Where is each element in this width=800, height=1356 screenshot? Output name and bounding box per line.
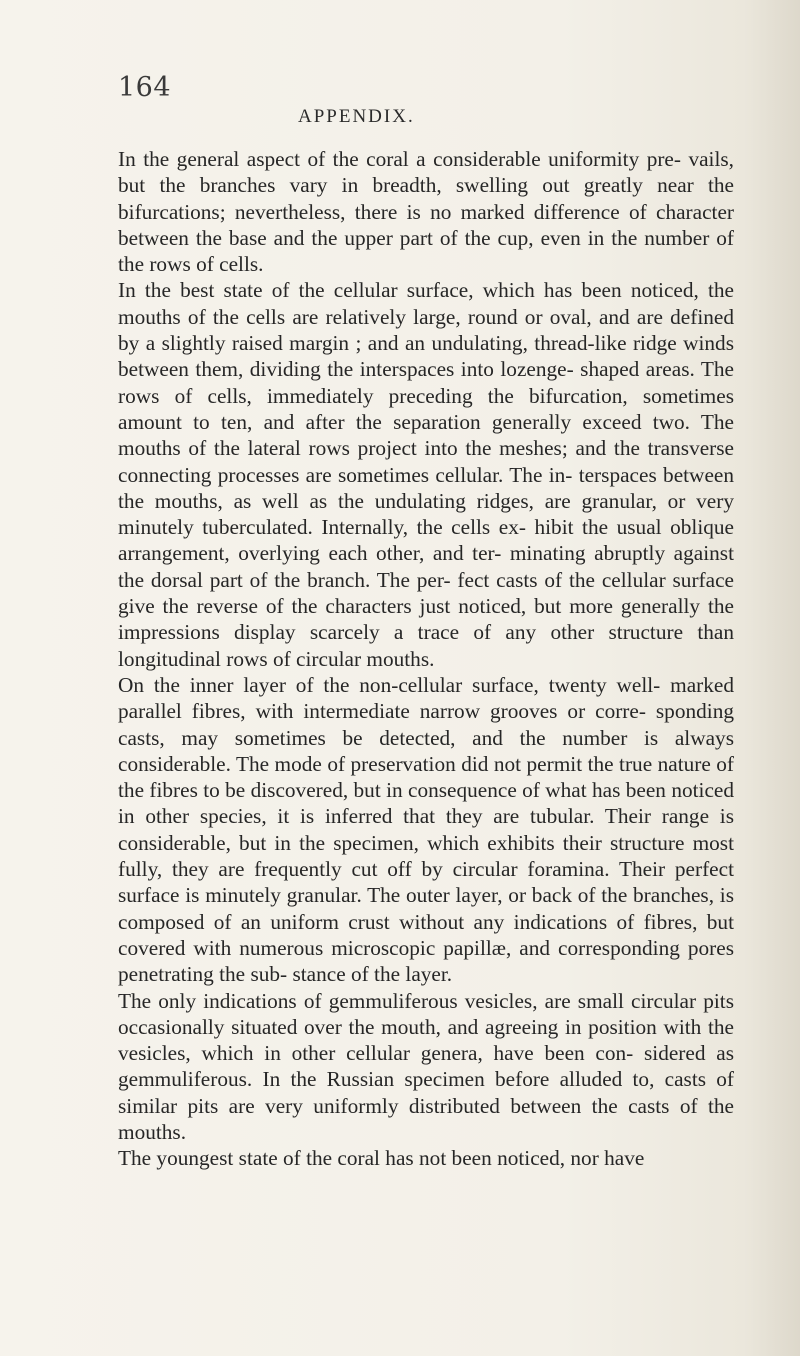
paragraph-general-aspect: In the general aspect of the coral a considerable uniformity pre- vails, but the branches vary in breadth, swelling out greatly near the bifurcations; nevertheless, there is no marked difference of character between the base and the upper part of the cup, even in the number of the rows of cells. xyxy=(118,147,734,277)
page-number: 164 xyxy=(118,72,172,103)
page-header xyxy=(118,72,728,132)
paragraph-cellular-surface: In the best state of the cellular surface, which has been noticed, the mouths of the cells are relatively large, round or oval, and are defined by a slightly raised margin ; and an undulating, thread-like ridge winds between them, dividing the interspaces into lozenge- shaped areas. The rows of cells, immediately preceding the bifurcation, sometimes amount to ten, and after the separation generally exceed two. The mouths of the lateral rows project into the meshes; and the transverse connecting processes are sometimes cellular. The in- terspaces between the mouths, as well as the undulating ridges, are granular, or very minutely tuberculated. Internally, the cells ex- hibit the usual oblique arrangement, overlying each other, and ter- minating abruptly against the dorsal part of the branch. The per- fect casts of the cellular surface give the reverse of the characters just noticed, but more generally the impressions display scarcely a trace of any other structure than longitudinal rows of circular mouths. xyxy=(118,278,734,671)
paragraph-youngest-state: The youngest state of the coral has not been noticed, nor have xyxy=(118,1146,645,1171)
running-head: APPENDIX. xyxy=(298,106,415,127)
paragraph-gemmuliferous-vesicles: The only indications of gemmuliferous vesicles, are small circular pits occasionally situated over the mouth, and agreeing in position with the vesicles, which in other cellular genera, have been con- sidered as gemmuliferous. In the Russian specimen before alluded to, casts of similar pits are very uniformly distributed between the casts of the mouths. xyxy=(118,988,734,1144)
body-text xyxy=(118,146,734,1172)
paragraph-non-cellular-surface: On the inner layer of the non-cellular surface, twenty well- marked parallel fibres, with intermediate narrow grooves or corre- sponding casts, may sometimes be detected, and the number is always considerable. The mode of preservation did not permit the true nature of the fibres to be discovered, but in consequence of what has been noticed in other species, it is inferred that they are tubular. Their range is considerable, but in the specimen, which exhibits their structure most fully, they are frequently cut off by circular foramina. Their perfect surface is minutely granular. The outer layer, or back of the branches, is composed of an uniform crust without any indications of fibres, but covered with numerous microscopic papillæ, and corresponding pores penetrating the sub- stance of the layer. xyxy=(118,672,734,987)
